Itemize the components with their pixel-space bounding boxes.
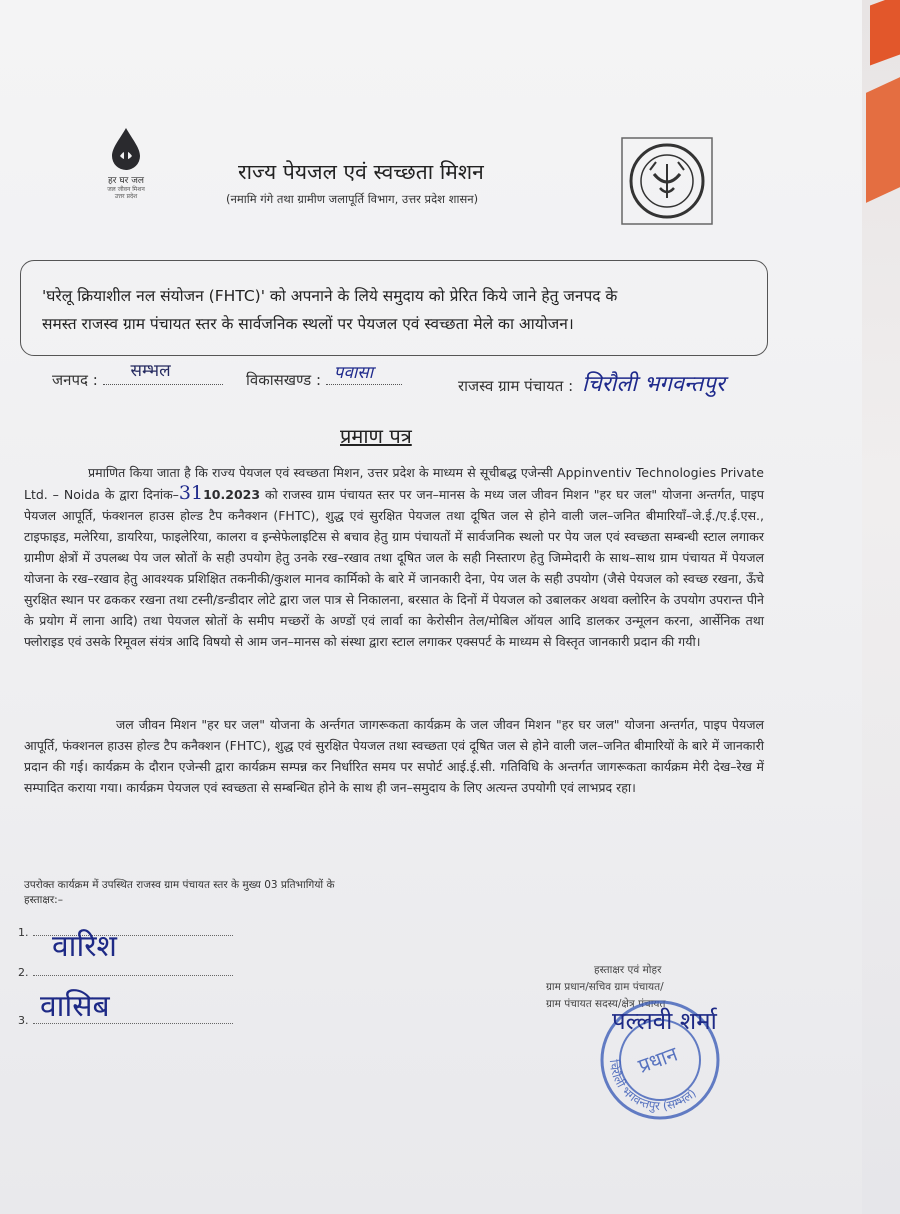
paragraph-1-intro: प्रमाणित किया जाता है कि राज्य पेयजल एवं स्वच्छता मिशन, उत्तर प्रदेश के माध्यम से सूचीबद्ध एजेन्सी Appinventiv Technologies Private Ltd. – Noida के द्वारा दिनांक–: [24, 465, 764, 502]
seal-ring-text: चिरौली भगवन्तपुर (सम्भल): [606, 1058, 699, 1114]
authority-signature: पल्लवी शर्मा: [612, 1007, 717, 1035]
participant-signature-1: वारिश: [52, 929, 117, 964]
logo-caption-1: हर घर जल: [108, 176, 144, 186]
participant-note-line-1: उपरोक्त कार्यक्रम में उपस्थित राजस्व ग्राम पंचायत स्तर के मुख्य 03 प्रतिभागियों के: [24, 879, 335, 891]
panchayat-value: चिरौली भगवन्तपुर: [581, 372, 725, 397]
up-government-emblem: [620, 136, 714, 226]
block-label: विकासखण्ड :: [246, 371, 322, 389]
block-field: [246, 363, 402, 390]
block-value: पवासा: [333, 363, 374, 383]
signature-number-3: 3.: [18, 1014, 29, 1027]
paragraph-2: जल जीवन मिशन "हर घर जल" योजना के अर्न्तगत जागरूकता कार्यक्रम के जल जीवन मिशन "हर घर जल" योजना अन्तर्गत, पाइप पेयजल आपूर्ति, फंक्शनल हाउस होल्ड टैप कनैक्शन (FHTC), शुद्ध एवं सुरक्षित पेयजल तथा स्वच्छता एवं दूषित जल से होने वाली जल–जनित बीमारियों के बारे में जानकारी प्रदान की गई। कार्यक्रम के दौरान एजेन्सी द्वारा कार्यक्रम सम्पन्न कर निर्धारित समय पर सपोर्ट आई.ई.सी. गतिविधि के अन्तर्गत जागरूकता कार्यक्रम मेरी देख–रेख में सम्पादित कराया गया। कार्यक्रम पेयजल एवं स्वच्छता से सम्बन्धित होने के साथ ही जन–समुदाय के लिए अत्यन्त उपयोगी एवं लाभप्रद रहा।: [24, 717, 764, 795]
authority-line-2: ग्राम प्रधान/सचिव ग्राम पंचायत/: [546, 981, 664, 993]
subject-line-1: 'घरेलू क्रियाशील नल संयोजन (FHTC)' को अपनाने के लिये समुदाय को प्रेरित किये जाने हेतु जनपद के: [42, 287, 618, 305]
participant-note-line-2: हस्ताक्षर:–: [24, 894, 63, 906]
subject-text: [42, 282, 762, 338]
logo-caption-2: जल जीवन मिशन: [107, 186, 145, 193]
authority-line-1: हस्ताक्षर एवं मोहर: [594, 964, 662, 976]
participant-note: [24, 878, 335, 908]
paragraph-1-body: को राजस्व ग्राम पंचायत स्तर पर जन–मानस के मध्य जल जीवन मिशन "हर घर जल" योजना अन्तर्गत, पाइप पेयजल आपूर्ति, फंक्शनल हाउस होल्ड टैप कनैक्शन (FHTC), शुद्ध एवं सुरक्षित पेयजल तथा दूषित जल से होने वाली जल–जनित बीमारियाँ–जे.ई./ए.ई.एस., टाइफाइड, मलेरिया, डायरिया, फाइलेरिया, कालरा व इन्सेफेलाइटिस से बचाव हेतु ग्राम पंचायतों में सार्वजनिक स्थलो पर पेय जल एवं स्वच्छता सम्बन्धी स्टाल लगाकर ग्रामीण क्षेत्रों में उपलब्ध पेय जल स्रोतों के सही उपयोग हेतु उनके रख–रखाव तथा दूषित जल के सही निस्तारण हेतु जिम्मेदारी के साथ–साथ ग्राम पंचायत में पेयजल योजना के रख–रखाव हेतु आवश्यक प्रशिक्षित तकनीकी/कुशल मानव कार्मिको के बारे में जानकारी देना, पेय जल के सही उपयोग (जैसे पेयजल को स्वच्छ रखना, ऊँचे सुरक्षित स्थान पर ढककर रखना तथा टस्नी/डन्डीदार लोटे द्वारा जल पात्र से निकालना, बरसात के दिनों में पेयजल को उबालकर अथवा क्लोरिन के उपयोग उपरान्त पीने के प्रयोग में लाना आदि) तथा पेयजल स्रोतों के समीप मच्छरों के अण्डों एवं लार्वा का केरोसीन तेल/मोबिल ऑयल आदि डालकर उन्मूलन करना, आर्सेनिक तथा फ्लोराइड एवं उसके रिमूवल संयंत्र आदि विषयो से आम जन–मानस को संस्था द्वारा स्टाल लगाकर एक्सपर्ट के माध्यम से विस्तृत जानकारी प्रदान की गयी।: [24, 487, 764, 649]
signature-number-2: 2.: [18, 966, 29, 979]
date-day: 31: [178, 482, 204, 504]
district-value: सम्भल: [130, 361, 171, 381]
district-label: जनपद :: [52, 371, 98, 389]
background-edge: [862, 0, 900, 1214]
signature-number-1: 1.: [18, 926, 29, 939]
paragraph-1: [24, 462, 764, 652]
district-field: [52, 361, 223, 390]
subject-line-2: समस्त राजस्व ग्राम पंचायत स्तर के सार्वजनिक स्थलों पर पेयजल एवं स्वच्छता मेले का आयोजन।: [42, 315, 574, 333]
header-subtitle: (नमामि गंगे तथा ग्रामीण जलापूर्ति विभाग, उत्तर प्रदेश शासन): [226, 192, 479, 206]
panchayat-label: राजस्व ग्राम पंचायत :: [458, 377, 574, 395]
signature-line-1: [18, 926, 233, 939]
signature-line-2: [18, 966, 233, 979]
date-rest: 10.2023: [203, 487, 261, 502]
authority-line-3: ग्राम पंचायत सदस्य/क्षेत्र पंचायत: [546, 998, 666, 1010]
panchayat-field: [458, 368, 725, 398]
seal-word: प्रधान: [634, 1041, 681, 1078]
header-title: राज्य पेयजल एवं स्वच्छता मिशन: [238, 160, 484, 184]
participant-signature-2: वासिब: [40, 989, 110, 1024]
logo-caption-3: उत्तर प्रदेश: [114, 193, 138, 200]
certificate-title: प्रमाण पत्र: [340, 424, 412, 448]
water-drop-icon: [109, 126, 143, 172]
har-ghar-jal-logo: [100, 126, 152, 200]
